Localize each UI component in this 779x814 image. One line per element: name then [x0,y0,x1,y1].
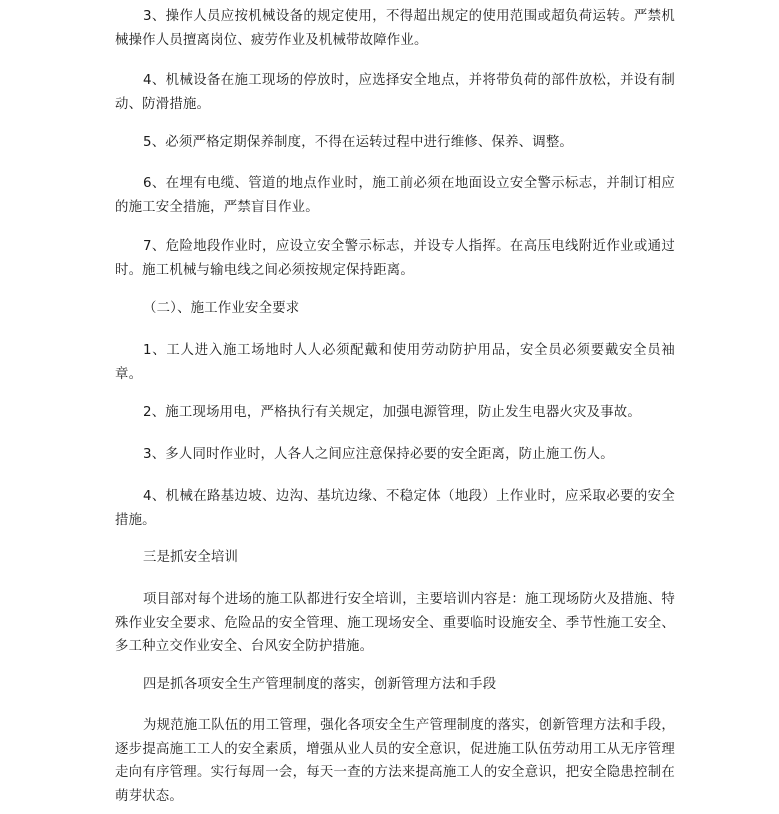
paragraph-maintenance-system: 5、必须严格定期保养制度，不得在运转过程中进行维修、保养、调整。 [143,135,574,150]
paragraph-dangerous-section-work: 7、危险地段作业时，应设立安全警示标志，并设专人指挥。在高压电线附近作业或通过时。施工机械与输电线之间必须按规定保持距离。 [115,239,675,278]
section-heading-management-system: 四是抓各项安全生产管理制度的落实，创新管理方法和手段 [143,677,497,692]
paragraph-training-content: 项目部对每个进场的施工队都进行安全培训，主要培训内容是：施工现场防火及措施、特殊作业安全要求、危险品的安全管理、施工现场安全、重要临时设施安全、季节性施工安全、多工种立交作业安全、台风安全防护措施。 [115,592,675,654]
paragraph-slope-work: 4、机械在路基边坡、边沟、基坑边缘、不稳定体（地段）上作业时，应采取必要的安全措施。 [115,489,675,528]
paragraph-protective-equipment: 1、工人进入施工场地时人人必须配戴和使用劳动防护用品，安全员必须要戴安全员袖章。 [115,343,675,382]
paragraph-site-electricity: 2、施工现场用电，严格执行有关规定，加强电源管理，防止发生电器火灾及事故。 [143,405,641,420]
paragraph-equipment-parking: 4、机械设备在施工现场的停放时，应选择安全地点，并将带负荷的部件放松，并设有制动、防滑措施。 [115,73,675,112]
paragraph-machine-operation-rules: 3、操作人员应按机械设备的规定使用，不得超出规定的使用范围或超负荷运转。严禁机械操作人员擅离岗位、疲劳作业及机械带故障作业。 [115,9,675,48]
paragraph-labor-management: 为规范施工队伍的用工管理，强化各项安全生产管理制度的落实，创新管理方法和手段，逐步提高施工工人的安全素质，增强从业人员的安全意识，促进施工队伍劳动用工从无序管理走向有序管理。实行每周一会，每天一查的方法来提高施工人的安全意识，把安全隐患控制在萌芽状态。 [115,718,675,804]
section-heading-safety-training: 三是抓安全培训 [143,550,239,565]
paragraph-cable-pipeline-work: 6、在埋有电缆、管道的地点作业时，施工前必须在地面设立安全警示标志，并制订相应的施工安全措施，严禁盲目作业。 [115,176,675,215]
paragraph-safe-distance: 3、多人同时作业时，人各人之间应注意保持必要的安全距离，防止施工伤人。 [143,447,614,462]
section-heading-construction-safety: （二）、施工作业安全要求 [143,301,300,316]
